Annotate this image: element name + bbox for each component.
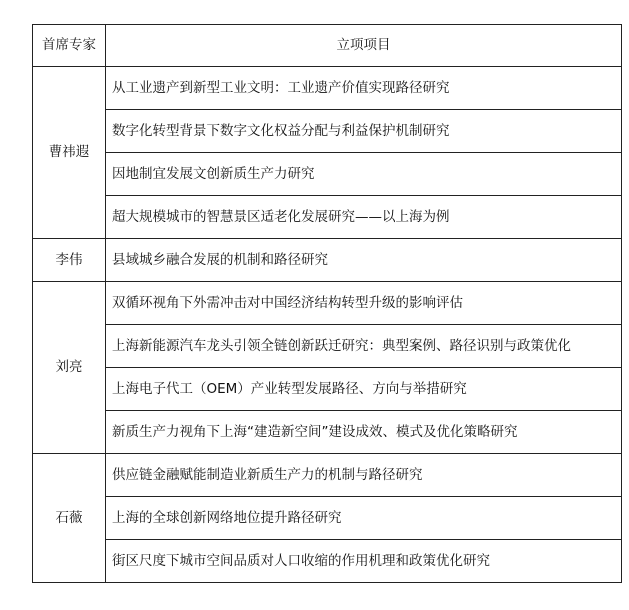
project-cell: 街区尺度下城市空间品质对人口收缩的作用机理和政策优化研究 xyxy=(106,540,622,583)
table-row xyxy=(33,411,622,454)
projects-table xyxy=(32,24,622,583)
header-project: 立项项目 xyxy=(106,25,622,67)
project-cell: 超大规模城市的智慧景区适老化发展研究——以上海为例 xyxy=(106,196,622,239)
table-row xyxy=(33,153,622,196)
expert-cell: 石薇 xyxy=(33,454,106,583)
project-cell: 县域城乡融合发展的机制和路径研究 xyxy=(106,239,622,282)
table-row xyxy=(33,67,622,110)
project-cell: 上海新能源汽车龙头引领全链创新跃迁研究：典型案例、路径识别与政策优化 xyxy=(106,325,622,368)
table-row xyxy=(33,325,622,368)
project-cell: 数字化转型背景下数字文化权益分配与利益保护机制研究 xyxy=(106,110,622,153)
table-row xyxy=(33,239,622,282)
header-row xyxy=(33,25,622,67)
project-cell: 从工业遗产到新型工业文明：工业遗产价值实现路径研究 xyxy=(106,67,622,110)
table-row xyxy=(33,110,622,153)
table-row xyxy=(33,196,622,239)
project-cell: 供应链金融赋能制造业新质生产力的机制与路径研究 xyxy=(106,454,622,497)
expert-cell: 李伟 xyxy=(33,239,106,282)
table-row xyxy=(33,282,622,325)
header-expert: 首席专家 xyxy=(33,25,106,67)
table-row xyxy=(33,497,622,540)
project-cell: 新质生产力视角下上海“建造新空间”建设成效、模式及优化策略研究 xyxy=(106,411,622,454)
project-cell: 因地制宜发展文创新质生产力研究 xyxy=(106,153,622,196)
project-cell: 上海的全球创新网络地位提升路径研究 xyxy=(106,497,622,540)
project-cell: 双循环视角下外需冲击对中国经济结构转型升级的影响评估 xyxy=(106,282,622,325)
expert-cell: 曹祎遐 xyxy=(33,67,106,239)
table-row xyxy=(33,540,622,583)
expert-cell: 刘亮 xyxy=(33,282,106,454)
table-row xyxy=(33,454,622,497)
project-cell: 上海电子代工（OEM）产业转型发展路径、方向与举措研究 xyxy=(106,368,622,411)
table-row xyxy=(33,368,622,411)
